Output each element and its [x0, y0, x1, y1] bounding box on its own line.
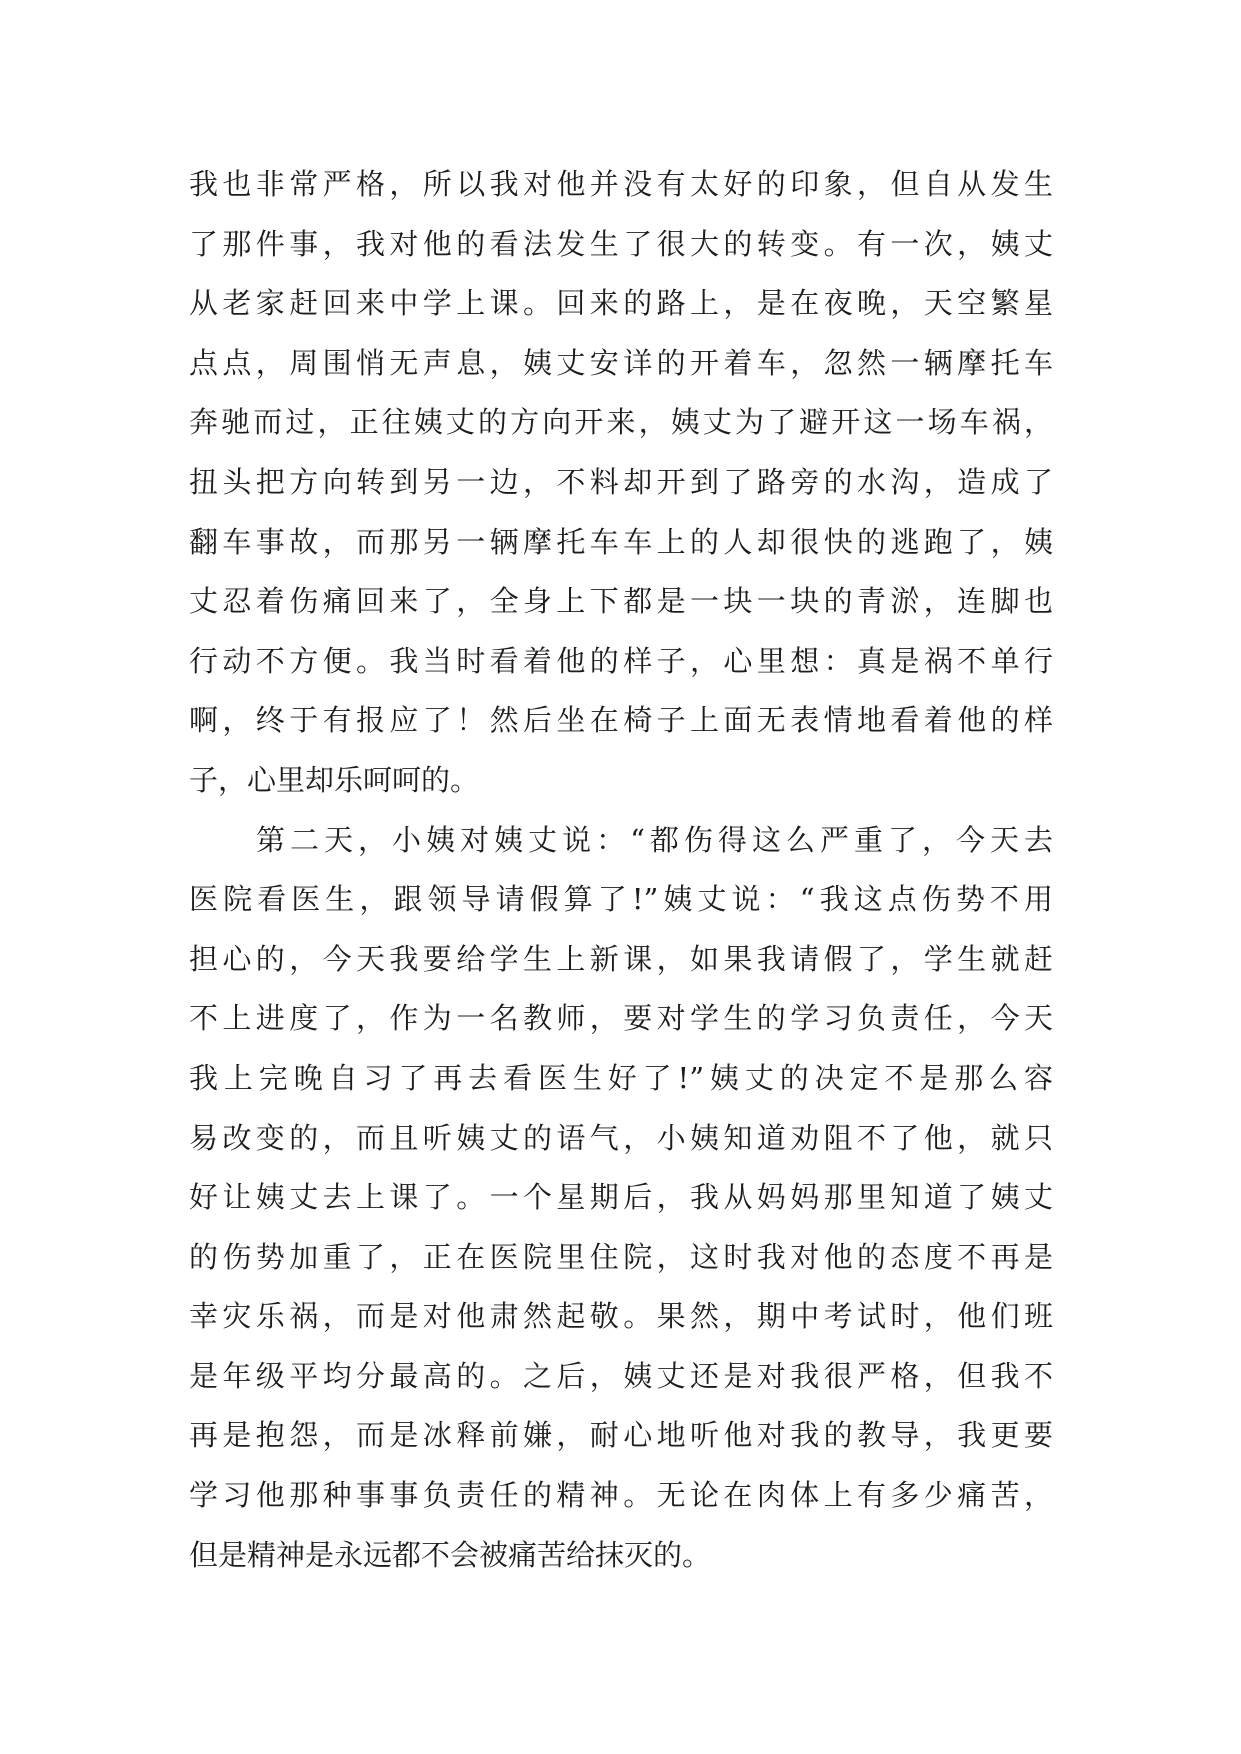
paragraph	[189, 811, 1053, 1586]
text-line: 幸灾乐祸，而是对他肃然起敬。果然，期中考试时，他们班	[189, 1299, 1053, 1334]
document-body	[189, 155, 1053, 1585]
text-line: 丈忍着伤痛回来了，全身上下都是一块一块的青淤，连脚也	[189, 584, 1053, 619]
text-line: 易改变的，而且听姨丈的语气，小姨知道劝阻不了他，就只	[189, 1120, 1053, 1155]
text-line: 的伤势加重了，正在医院里住院，这时我对他的态度不再是	[189, 1239, 1053, 1274]
text-line: 我上完晚自习了再去看医生好了!”姨丈的决定不是那么容	[189, 1060, 1053, 1095]
text-line: 学习他那种事事负责任的精神。无论在肉体上有多少痛苦，	[189, 1478, 1053, 1513]
text-line: 担心的，今天我要给学生上新课，如果我请假了，学生就赶	[189, 941, 1053, 976]
text-line: 扭头把方向转到另一边，不料却开到了路旁的水沟，造成了	[189, 464, 1053, 499]
text-line: 是年级平均分最高的。之后，姨丈还是对我很严格，但我不	[189, 1358, 1053, 1393]
text-line: 啊，终于有报应了！然后坐在椅子上面无表情地看着他的样	[189, 703, 1053, 738]
paragraph	[189, 155, 1053, 811]
text-line: 从老家赶回来中学上课。回来的路上，是在夜晚，天空繁星	[189, 286, 1053, 321]
text-line: 医院看医生，跟领导请假算了!”姨丈说：“我这点伤势不用	[189, 882, 1053, 917]
text-line: 子，心里却乐呵呵的。	[189, 762, 480, 797]
text-line: 翻车事故，而那另一辆摩托车车上的人却很快的逃跑了，姨	[189, 524, 1053, 559]
text-line: 奔驰而过，正往姨丈的方向开来，姨丈为了避开这一场车祸，	[189, 405, 1053, 440]
text-line: 不上进度了，作为一名教师，要对学生的学习负责任，今天	[189, 1001, 1053, 1036]
text-line: 行动不方便。我当时看着他的样子，心里想：真是祸不单行	[189, 643, 1053, 678]
text-line: 我也非常严格，所以我对他并没有太好的印象，但自从发生	[189, 167, 1053, 201]
text-line: 但是精神是永远都不会被痛苦给抹灭的。	[189, 1537, 712, 1572]
text-line: 了那件事，我对他的看法发生了很大的转变。有一次，姨丈	[189, 226, 1053, 261]
text-line: 好让姨丈去上课了。一个星期后，我从妈妈那里知道了姨丈	[189, 1180, 1053, 1215]
text-line: 第二天，小姨对姨丈说：“都伤得这么严重了，今天去	[256, 822, 1053, 857]
text-line: 再是抱怨，而是冰释前嫌，耐心地听他对我的教导，我更要	[189, 1418, 1053, 1453]
text-line: 点点，周围悄无声息，姨丈安详的开着车，忽然一辆摩托车	[189, 345, 1053, 380]
